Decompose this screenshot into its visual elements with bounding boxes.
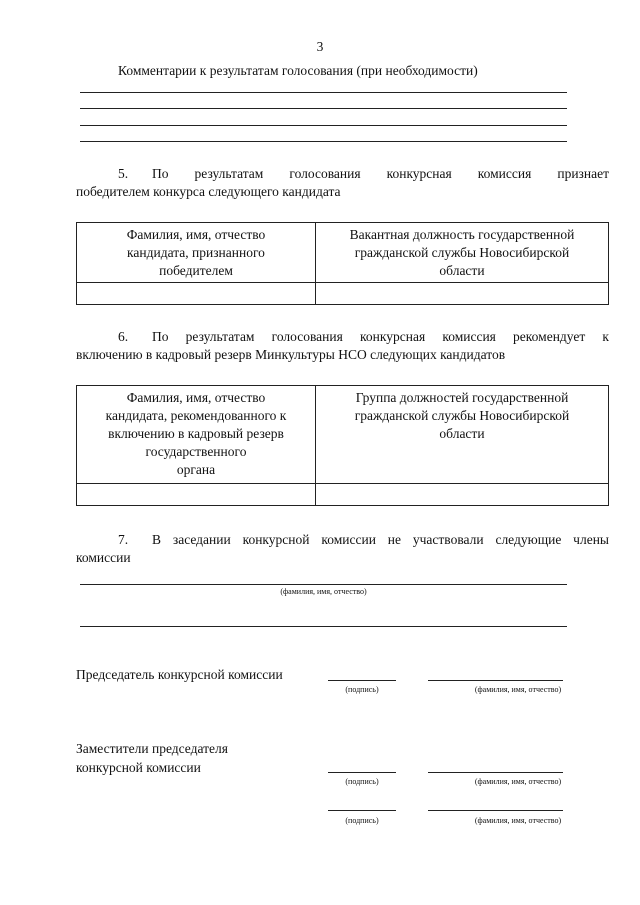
winner-name-cell[interactable] [77,283,316,305]
s5-word: признает [557,166,609,181]
table-row [77,484,609,506]
section7-line1: В заседании конкурсной комиссии не участвовали следующие члены [152,532,609,547]
table-header-row [77,223,609,283]
section7-line2: комиссии [76,550,131,565]
section5-line2: победителем конкурса следующего кандидата [76,184,341,199]
deputy-label-line2: конкурсной комиссии [76,760,201,775]
vacant-position-header: Вакантная должность государственной гражданской службы Новосибирской области [316,223,609,283]
s5-word: конкурсная [386,166,452,181]
winner-name-header: Фамилия, имя, отчество кандидата, признанного победителем [77,223,316,283]
deputy1-signature-caption: (подпись) [345,777,379,786]
section6-line2: включению в кадровый резерв Минкультуры НСО следующих кандидатов [76,347,506,362]
chair-name-line[interactable] [428,680,563,681]
deputy1-name-caption: (фамилия, имя, отчество) [474,777,562,786]
section7-number: 7. [118,532,129,547]
chair-label: Председатель конкурсной комиссии [76,667,283,682]
s5-word: голосования [289,166,361,181]
page-number: 3 [316,39,324,54]
winner-table [76,222,609,305]
deputy2-name-line[interactable] [428,810,563,811]
absent-members-line-1[interactable] [80,584,567,585]
comment-line-3[interactable] [80,125,567,126]
absent-members-caption: (фамилия, имя, отчество) [280,587,367,596]
table-row [77,283,609,305]
candidate-name-cell[interactable] [77,484,316,506]
section6-number: 6. [118,329,129,344]
deputy1-signature-line[interactable] [328,772,396,773]
deputy2-signature-line[interactable] [328,810,396,811]
table-header-row [77,386,609,484]
s5-word: комиссия [477,166,532,181]
absent-members-line-2[interactable] [80,626,567,627]
vacant-position-cell[interactable] [316,283,609,305]
deputy2-name-caption: (фамилия, имя, отчество) [474,816,562,825]
candidate-name-header: Фамилия, имя, отчество кандидата, рекомендованного к включению в кадровый резерв государственного органа [77,386,316,484]
section5-line1 [152,165,609,183]
chair-signature-caption: (подпись) [345,685,379,694]
comments-label: Комментарии к результатам голосования (при необходимости) [118,63,478,78]
chair-name-caption: (фамилия, имя, отчество) [474,685,562,694]
s5-word: По [152,166,169,181]
position-group-cell[interactable] [316,484,609,506]
comment-line-1[interactable] [80,92,567,93]
deputy2-signature-caption: (подпись) [345,816,379,825]
position-group-header: Группа должностей государственной гражданской службы Новосибирской области [316,386,609,484]
s5-word: результатам [194,166,264,181]
deputy1-name-line[interactable] [428,772,563,773]
deputy-label-line1: Заместители председателя [76,741,228,756]
comment-line-4[interactable] [80,141,567,142]
reserve-table [76,385,609,506]
chair-signature-line[interactable] [328,680,396,681]
section5-number: 5. [118,166,129,181]
comment-line-2[interactable] [80,108,567,109]
section6-line1: По результатам голосования конкурсная комиссия рекомендует к [152,329,609,344]
